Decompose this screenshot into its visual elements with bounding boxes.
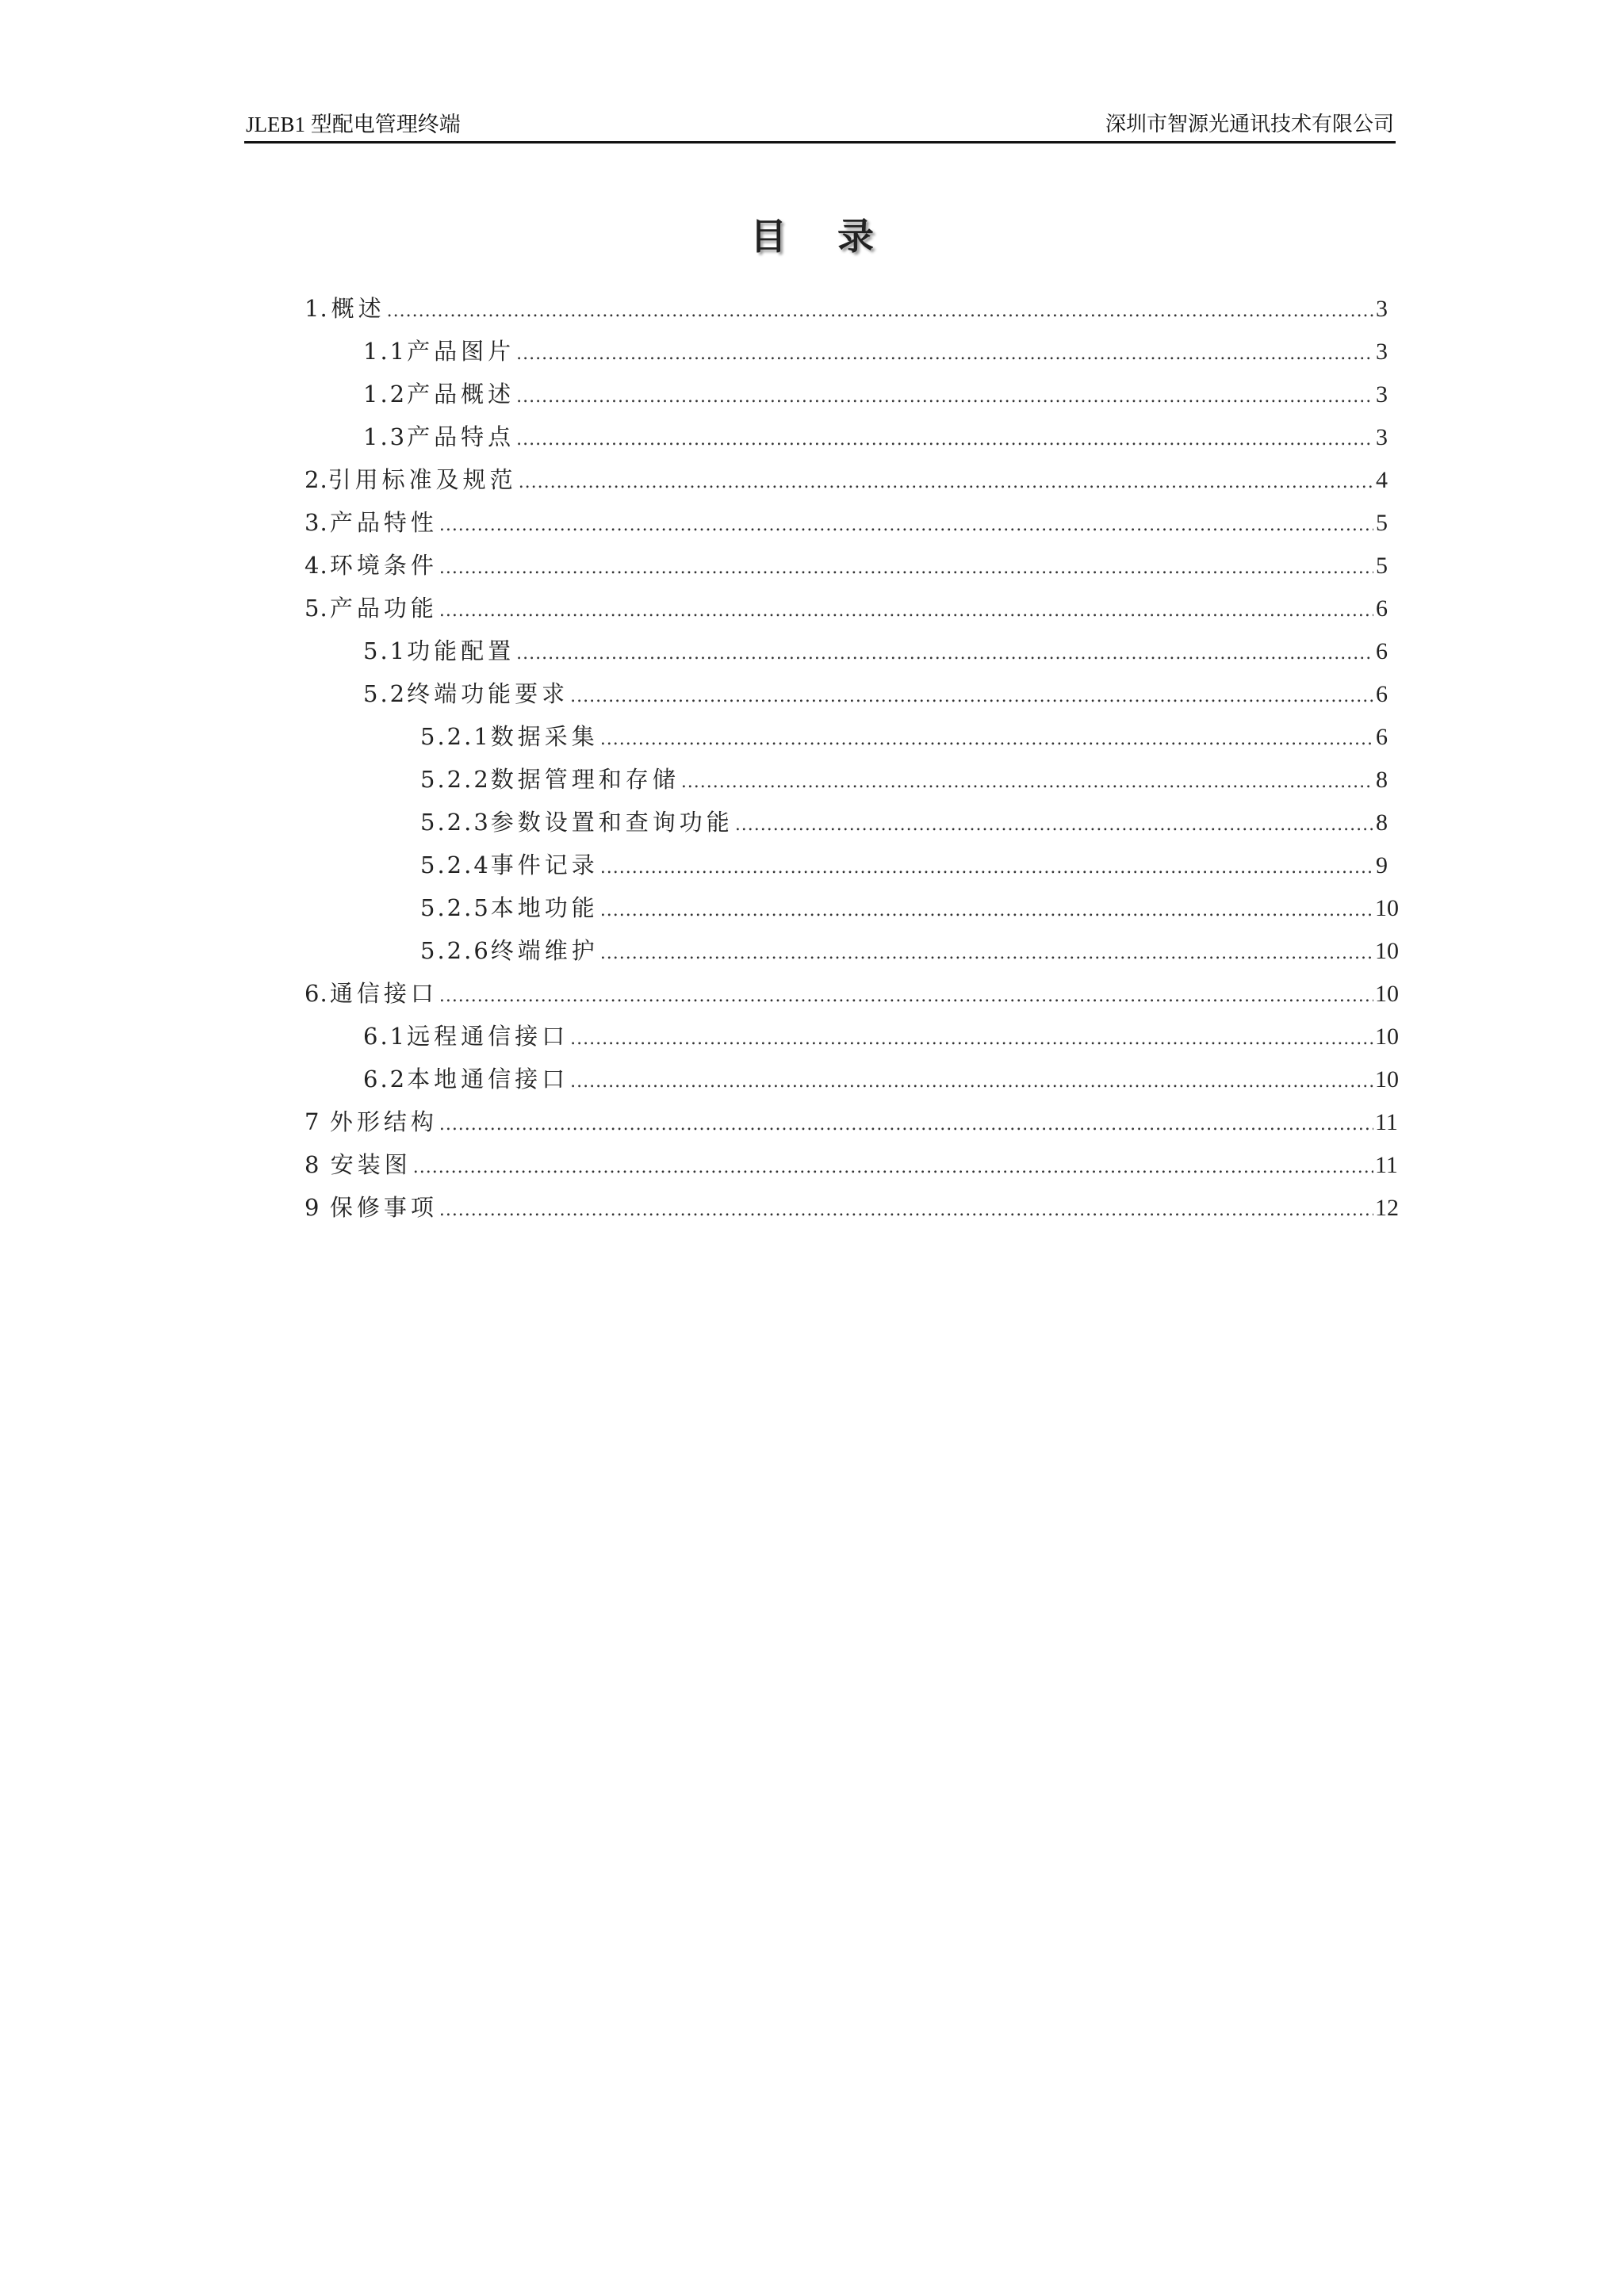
toc-entry-title: 外形结构 — [329, 1108, 438, 1135]
header-product-name: JLEB1 型配电管理终端 — [246, 113, 461, 136]
toc-dot-leader — [516, 419, 1373, 461]
toc-entry-page: 6 — [1376, 681, 1388, 707]
toc-entry-title: 产品特点 — [407, 423, 515, 450]
toc-entry-page: 10 — [1375, 1024, 1399, 1050]
toc-entry-page: 10 — [1375, 1066, 1399, 1093]
toc-entry[interactable] — [304, 1100, 1398, 1143]
toc-entry-page: 4 — [1376, 467, 1388, 493]
toc-entry-number: 6.1 — [363, 1023, 408, 1050]
toc-entry-number: 5.1 — [363, 637, 408, 664]
toc-dot-leader — [516, 376, 1373, 419]
toc-entry-page: 10 — [1375, 938, 1399, 964]
toc-entry[interactable] — [304, 672, 1388, 715]
toc-dot-leader — [413, 1146, 1373, 1189]
toc-entry[interactable] — [304, 287, 1388, 330]
table-of-contents — [304, 287, 1399, 1229]
header-company-name: 深圳市智源光通讯技术有限公司 — [1105, 113, 1394, 136]
toc-entry-page: 10 — [1375, 895, 1399, 921]
toc-dot-leader — [439, 590, 1373, 633]
toc-entry[interactable] — [304, 1186, 1399, 1229]
toc-entry-number: 5.2.6 — [420, 937, 491, 964]
toc-entry-page: 9 — [1376, 852, 1388, 878]
toc-entry[interactable] — [304, 1058, 1399, 1100]
toc-entry-page: 11 — [1375, 1152, 1398, 1178]
toc-entry-title: 数据采集 — [490, 723, 599, 750]
toc-entry-number: 1.1 — [363, 338, 408, 365]
toc-entry-page: 8 — [1376, 809, 1388, 836]
toc-dot-leader — [519, 461, 1373, 504]
page-header — [244, 108, 1396, 144]
toc-entry-title: 本地功能 — [490, 894, 599, 921]
toc-dot-leader — [516, 333, 1373, 376]
toc-entry[interactable] — [304, 844, 1388, 886]
toc-entry-number: 9 — [304, 1194, 320, 1221]
toc-dot-leader — [570, 1061, 1373, 1104]
toc-entry-number: 6.2 — [363, 1066, 408, 1093]
toc-title: 目录 — [750, 215, 925, 258]
toc-entry[interactable] — [304, 1143, 1398, 1186]
toc-dot-leader — [600, 847, 1373, 890]
toc-entry-page: 10 — [1375, 981, 1399, 1007]
toc-entry[interactable] — [304, 715, 1388, 758]
toc-entry[interactable] — [304, 972, 1399, 1015]
toc-entry-number: 6. — [304, 980, 328, 1007]
toc-entry-number: 5.2.2 — [420, 766, 491, 793]
toc-dot-leader — [600, 932, 1373, 975]
toc-entry[interactable] — [304, 929, 1399, 972]
toc-dot-leader — [439, 547, 1373, 590]
toc-entry-title: 产品功能 — [329, 595, 438, 622]
toc-entry[interactable] — [304, 501, 1388, 544]
toc-dot-leader — [570, 1018, 1373, 1061]
toc-entry-title: 数据管理和存储 — [490, 766, 680, 793]
toc-entry-number: 1.2 — [363, 381, 408, 408]
toc-entry-title: 终端功能要求 — [407, 680, 569, 707]
toc-entry[interactable] — [304, 587, 1388, 629]
toc-entry-number: 5.2.1 — [420, 723, 491, 750]
toc-dot-leader — [439, 504, 1373, 547]
toc-entry-number: 1. — [304, 295, 328, 322]
toc-entry-title: 概述 — [331, 295, 385, 322]
toc-entry-page: 5 — [1376, 510, 1388, 536]
toc-entry-number: 3. — [304, 509, 328, 536]
toc-entry-title: 引用标准及规范 — [327, 466, 517, 493]
toc-entry-number: 5.2.4 — [420, 851, 491, 878]
toc-entry-number: 1.3 — [363, 423, 408, 450]
toc-entry-title: 终端维护 — [490, 937, 599, 964]
toc-entry[interactable] — [304, 801, 1388, 844]
toc-entry[interactable] — [304, 458, 1388, 501]
toc-entry-title: 参数设置和查询功能 — [490, 809, 733, 836]
toc-entry-title: 通信接口 — [329, 980, 438, 1007]
toc-entry-page: 3 — [1376, 381, 1388, 408]
toc-entry-number: 8 — [304, 1151, 320, 1178]
toc-entry-number: 5.2.5 — [420, 894, 491, 921]
toc-entry-page: 6 — [1376, 724, 1388, 750]
toc-dot-leader — [439, 975, 1373, 1018]
toc-entry-page: 3 — [1376, 296, 1388, 322]
toc-entry-page: 8 — [1376, 767, 1388, 793]
toc-entry-number: 5. — [304, 595, 328, 622]
toc-dot-leader — [681, 761, 1373, 804]
toc-entry-page: 6 — [1376, 638, 1388, 664]
toc-entry-title: 本地通信接口 — [407, 1066, 569, 1093]
toc-dot-leader — [387, 290, 1373, 333]
toc-entry-title: 事件记录 — [490, 851, 599, 878]
toc-entry-title: 保修事项 — [329, 1194, 438, 1221]
toc-entry-page: 3 — [1376, 424, 1388, 450]
toc-entry[interactable] — [304, 544, 1388, 587]
toc-entry-title: 产品图片 — [407, 338, 515, 365]
toc-entry[interactable] — [304, 886, 1399, 929]
toc-dot-leader — [516, 633, 1373, 675]
toc-entry-number: 4. — [304, 552, 328, 579]
toc-entry-number: 5.2.3 — [420, 809, 491, 836]
toc-entry-page: 12 — [1375, 1195, 1399, 1221]
toc-dot-leader — [570, 675, 1373, 718]
toc-entry-page: 3 — [1376, 339, 1388, 365]
toc-entry[interactable] — [304, 415, 1388, 458]
toc-entry[interactable] — [304, 330, 1388, 373]
toc-entry-title: 功能配置 — [407, 637, 515, 664]
toc-entry-title: 环境条件 — [329, 552, 438, 579]
toc-dot-leader — [439, 1189, 1373, 1232]
toc-dot-leader — [600, 890, 1373, 932]
toc-entry-page: 6 — [1376, 595, 1388, 622]
toc-entry[interactable] — [304, 1015, 1399, 1058]
toc-entry-number: 2. — [304, 466, 328, 493]
toc-entry[interactable] — [304, 758, 1388, 801]
toc-entry[interactable] — [304, 373, 1388, 415]
toc-entry-title: 产品概述 — [407, 381, 515, 408]
toc-dot-leader — [735, 804, 1373, 847]
toc-entry-number: 5.2 — [363, 680, 408, 707]
toc-entry-number: 7 — [304, 1108, 320, 1135]
toc-entry-page: 5 — [1376, 553, 1388, 579]
toc-dot-leader — [439, 1104, 1373, 1146]
toc-entry-title: 安装图 — [330, 1151, 412, 1178]
toc-entry-page: 11 — [1375, 1109, 1398, 1135]
toc-entry-title: 远程通信接口 — [407, 1023, 569, 1050]
toc-entry-title: 产品特性 — [329, 509, 438, 536]
toc-entry[interactable] — [304, 629, 1388, 672]
toc-dot-leader — [600, 718, 1373, 761]
